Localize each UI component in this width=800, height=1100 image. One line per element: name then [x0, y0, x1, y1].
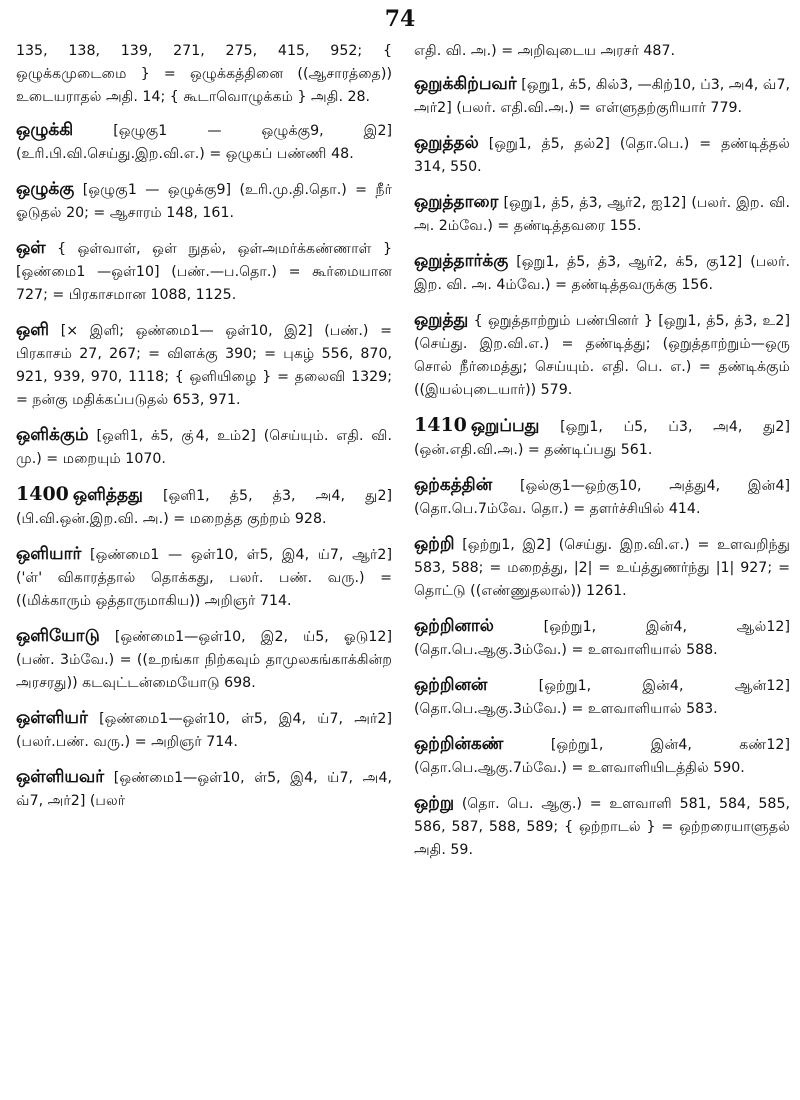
dictionary-entry: [16, 237, 392, 307]
headword: ஒற்றின்கண்: [414, 734, 504, 754]
entry-definition: [ஒளி1, த்5, த்3, அ4, து2] (பி.வி.ஒன்.இற.வி. அ.) = மறைத்த குற்றம் 928.: [16, 488, 393, 527]
dictionary-entry: [16, 483, 392, 531]
entry-definition: [ஒண்மை1—ஒள்10, ள்5, இ4, ய்7, அ4, வ்7, அர்2] (பலர்: [16, 770, 392, 809]
entry-definition: 135, 138, 139, 271, 275, 415, 952; { ஒழுக்கமுடைமை } = ஒழுக்கத்தினை ((ஆசாரத்தை)) உடையராதல் அதி. 14; { கூடாவொழுக்கம் } அதி. 28.: [16, 43, 392, 105]
entry-definition: [ஒழுகு1 — ஒழுக்கு9] (உரி.மு.தி.தொ.) = நீர் ஓடுதல் 20; = ஆசாரம் 148, 161.: [16, 182, 392, 221]
entry-definition: { ஒறுத்தாற்றும் பண்பினர் } [ஒறு1, த்5, த்3, உ2] (செய்து. இற.வி.எ.) = தண்டித்து; (ஒறுத்தாற்றும்—ஒரு சொல் நீர்மைத்து; செய்யும். எதி. பெ. எ.) = தண்டிக்கும் ((இயல்புடையார்)) 579.: [414, 313, 790, 398]
headword: ஒற்று: [414, 793, 455, 813]
dictionary-entry: [16, 543, 392, 613]
entry-number: 1400: [16, 483, 69, 505]
dictionary-entry: [414, 250, 790, 297]
headword: ஒள்ளியவர்: [16, 767, 105, 787]
headword: ஒற்றினன்: [414, 675, 488, 695]
headword: ஒறுத்து: [414, 310, 469, 330]
dictionary-entry: [16, 178, 392, 225]
dictionary-entry: [414, 40, 790, 63]
dictionary-entry: [414, 132, 790, 179]
headword: ஒறுத்தாரை: [414, 192, 499, 212]
headword: ஒற்கத்தின்: [414, 475, 493, 495]
headword: ஒற்றினால்: [414, 616, 494, 636]
entry-definition: எதி. வி. அ.) = அறிவுடைய அரசர் 487.: [414, 43, 676, 59]
entry-definition: [ஒற்று1, இ2] (செய்து. இற.வி.எ.) = உளவறிந்து 583, 588; = மறைத்து, |2| = உய்த்துணர்ந்து |1| 927; = தொட்டு ((எண்ணுதலால்)) 1261.: [414, 537, 791, 599]
headword: ஒழுக்கு: [16, 179, 75, 199]
headword: ஒறுத்தார்க்கு: [414, 251, 509, 271]
entry-definition: [ஒண்மை1 — ஒள்10, ள்5, இ4, ய்7, ஆர்2] ('ள்' விகாரத்தால் தொக்கது, பலர். பண். வரு.) = ((மிக்காரும் ஒத்தாருமாகிய)) அறிஞர் 714.: [16, 547, 392, 609]
dictionary-entry: [16, 319, 392, 412]
headword: ஒளித்தது: [72, 485, 143, 505]
dictionary-entry: [414, 309, 790, 402]
entry-definition: [ஒறு1, க்5, கில்3, —கிற்10, ப்3, அ4, வ்7, அர்2] (பலர். எதி.வி.அ.) = எள்ளுதற்குரியார் 779.: [414, 77, 790, 116]
dictionary-entry: [16, 119, 392, 166]
entry-number: 1410: [414, 414, 467, 436]
dictionary-entry: [16, 707, 392, 754]
entry-definition: { ஒள்வாள், ஒள் நுதல், ஒள்அமர்க்கண்ணாள் } [ஒண்மை1 —ஒள்10] (பண்.—ப.தொ.) = கூர்மையான 727; = பிரகாசமான 1088, 1125.: [16, 241, 392, 303]
dictionary-entry: [414, 414, 790, 462]
dictionary-entry: [414, 73, 790, 120]
dictionary-entry: [414, 733, 790, 780]
entry-definition: [ஒல்கு1—ஒற்கு10, அத்து4, இன்4] (தொ.பெ.7ம்வே. தொ.) = தளர்ச்சியில் 414.: [414, 478, 790, 517]
dictionary-entry: [414, 674, 790, 721]
entry-definition: [ஒறு1, த்5, த்3, ஆர்2, ஐ12] (பலர். இற. வி. அ. 2ம்வே.) = தண்டித்தவரை 155.: [414, 195, 790, 234]
dictionary-entry: [16, 424, 392, 471]
headword: ஒளிக்கும்: [16, 425, 89, 445]
left-column: [16, 40, 392, 825]
dictionary-entry: [414, 615, 790, 662]
dictionary-entry: [16, 766, 392, 813]
headword: ஒறுக்கிற்பவர்: [414, 74, 517, 94]
dictionary-entry: [414, 191, 790, 238]
entry-definition: [ஒண்மை1—ஒள்10, ள்5, இ4, ய்7, அர்2] (பலர்.பண். வரு.) = அறிஞர் 714.: [16, 711, 392, 750]
entry-definition: (தொ. பெ. ஆகு.) = உளவாளி 581, 584, 585, 586, 587, 588, 589; { ஒற்றாடல் } = ஒற்றரையாளுதல் அதி. 59.: [414, 796, 790, 858]
entry-definition: [ஒறு1, ப்5, ப்3, அ4, து2] (ஒன்.எதி.வி.அ.) = தண்டிப்பது 561.: [414, 419, 790, 458]
entry-definition: [× இளி; ஒண்மை1— ஒள்10, இ2] (பண்.) = பிரகாசம் 27, 267; = விளக்கு 390; = புகழ் 556, 870, 921, 939, 970, 1118; { ஒளியிழை } = தலைவி 1329; = நன்கு மதிக்கப்படுதல் 653, 971.: [16, 323, 392, 408]
headword: ஒறுப்பது: [470, 416, 540, 436]
page-number: 74: [384, 6, 416, 32]
headword: ஒளி: [16, 320, 50, 340]
dictionary-entry: [414, 474, 790, 521]
headword: ஒள்ளியர்: [16, 708, 88, 728]
headword: ஒளியோடு: [16, 626, 100, 646]
entry-definition: [ஒற்று1, இன்4, ஆன்12] (தொ.பெ.ஆகு.3ம்வே.) = உளவாளியால் 583.: [414, 678, 790, 717]
dictionary-entry: [414, 533, 790, 603]
right-column: [414, 40, 790, 874]
headword: ஒழுக்கி: [16, 120, 74, 140]
headword: ஒற்றி: [414, 534, 455, 554]
entry-definition: [ஒற்று1, இன்4, ஆல்12] (தொ.பெ.ஆகு.3ம்வே.) = உளவாளியால் 588.: [414, 619, 790, 658]
dictionary-entry: [16, 625, 392, 695]
headword: ஒள்: [16, 238, 46, 258]
headword: ஒளியார்: [16, 544, 82, 564]
headword: ஒறுத்தல்: [414, 133, 479, 153]
entry-definition: [ஒறு1, த்5, தல்2] (தொ.பெ.) = தண்டித்தல் 314, 550.: [414, 136, 790, 175]
entry-definition: [ஒற்று1, இன்4, கண்12] (தொ.பெ.ஆகு.7ம்வே.) = உளவாளியிடத்தில் 590.: [414, 737, 790, 776]
entry-definition: [ஒண்மை1—ஒள்10, இ2, ய்5, ஓடு12] (பண். 3ம்வே.) = ((உறங்கா நிற்கவும் தாமுலகங்காக்கின்ற அரசரது)) கடவுட்டன்மையோடு 698.: [16, 629, 392, 691]
entry-definition: [ஒறு1, த்5, த்3, ஆர்2, க்5, கு12] (பலர். இற. வி. அ. 4ம்வே.) = தண்டித்தவருக்கு 156.: [414, 254, 790, 293]
dictionary-entry: [414, 792, 790, 862]
entry-definition: [ஒளி1, க்5, கு்4, உம்2] (செய்யும். எதி. வி. மு.) = மறையும் 1070.: [16, 428, 393, 467]
dictionary-entry: [16, 40, 392, 109]
entry-definition: [ஒழுகு1 — ஒழுக்கு9, இ2] (உரி.பி.வி.செய்து.இற.வி.எ.) = ஒழுகப் பண்ணி 48.: [16, 123, 392, 162]
